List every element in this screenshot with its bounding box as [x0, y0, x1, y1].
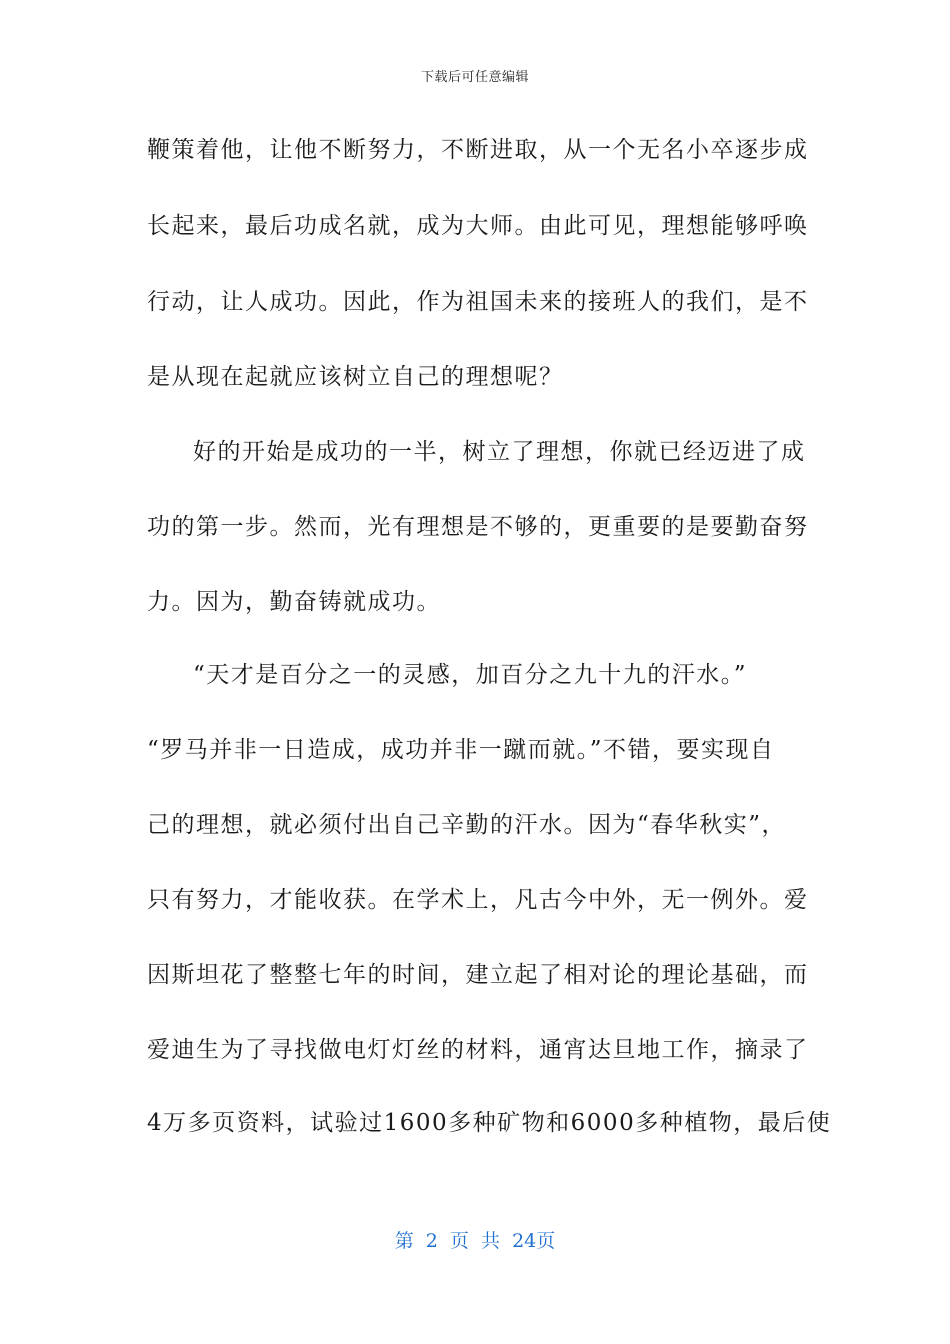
page-footer — [0, 1226, 950, 1253]
body-line: 爱迪生为了寻找做电灯灯丝的材料，通宵达旦地工作，摘录了 — [147, 1037, 809, 1063]
body-line: 鞭策着他，让他不断努力，不断进取，从一个无名小卒逐步成 — [147, 137, 809, 163]
body-line: 是从现在起就应该树立自己的理想呢？ — [147, 364, 564, 390]
footer-page-number: 2 — [425, 1230, 438, 1252]
body-line: 只有努力，才能收获。在学术上，凡古今中外，无一例外。爱 — [147, 887, 809, 913]
footer-label-di: 第 — [394, 1230, 414, 1252]
page-header: 下载后可任意编辑 — [420, 70, 529, 85]
body-line: “天才是百分之一的灵感，加百分之九十九的汗水。” — [193, 662, 748, 688]
body-line: 4万多页资料，试验过1600多种矿物和6000多种植物，最后使 — [147, 1110, 832, 1136]
body-line: 因斯坦花了整整七年的时间，建立起了相对论的理论基础，而 — [147, 962, 809, 988]
body-line: 长起来，最后功成名就，成为大师。由此可见，理想能够呼唤 — [147, 213, 809, 239]
footer-label-ye: 页 — [449, 1230, 469, 1252]
body-line: 己的理想，就必须付出自己辛勤的汗水。因为“春华秋实”， — [147, 812, 787, 838]
body-line: 行动，让人成功。因此，作为祖国未来的接班人的我们，是不 — [147, 289, 809, 315]
body-line: “罗马并非一日造成，成功并非一蹴而就。”不错，要实现自 — [147, 737, 775, 763]
body-line: 力。因为，勤奋铸就成功。 — [147, 589, 441, 615]
body-line: 好的开始是成功的一半，树立了理想，你就已经迈进了成 — [193, 439, 806, 465]
footer-label-gong: 共 — [481, 1230, 501, 1252]
body-line: 功的第一步。然而，光有理想是不够的，更重要的是要勤奋努 — [147, 514, 809, 540]
footer-total-pages: 24页 — [512, 1230, 556, 1252]
